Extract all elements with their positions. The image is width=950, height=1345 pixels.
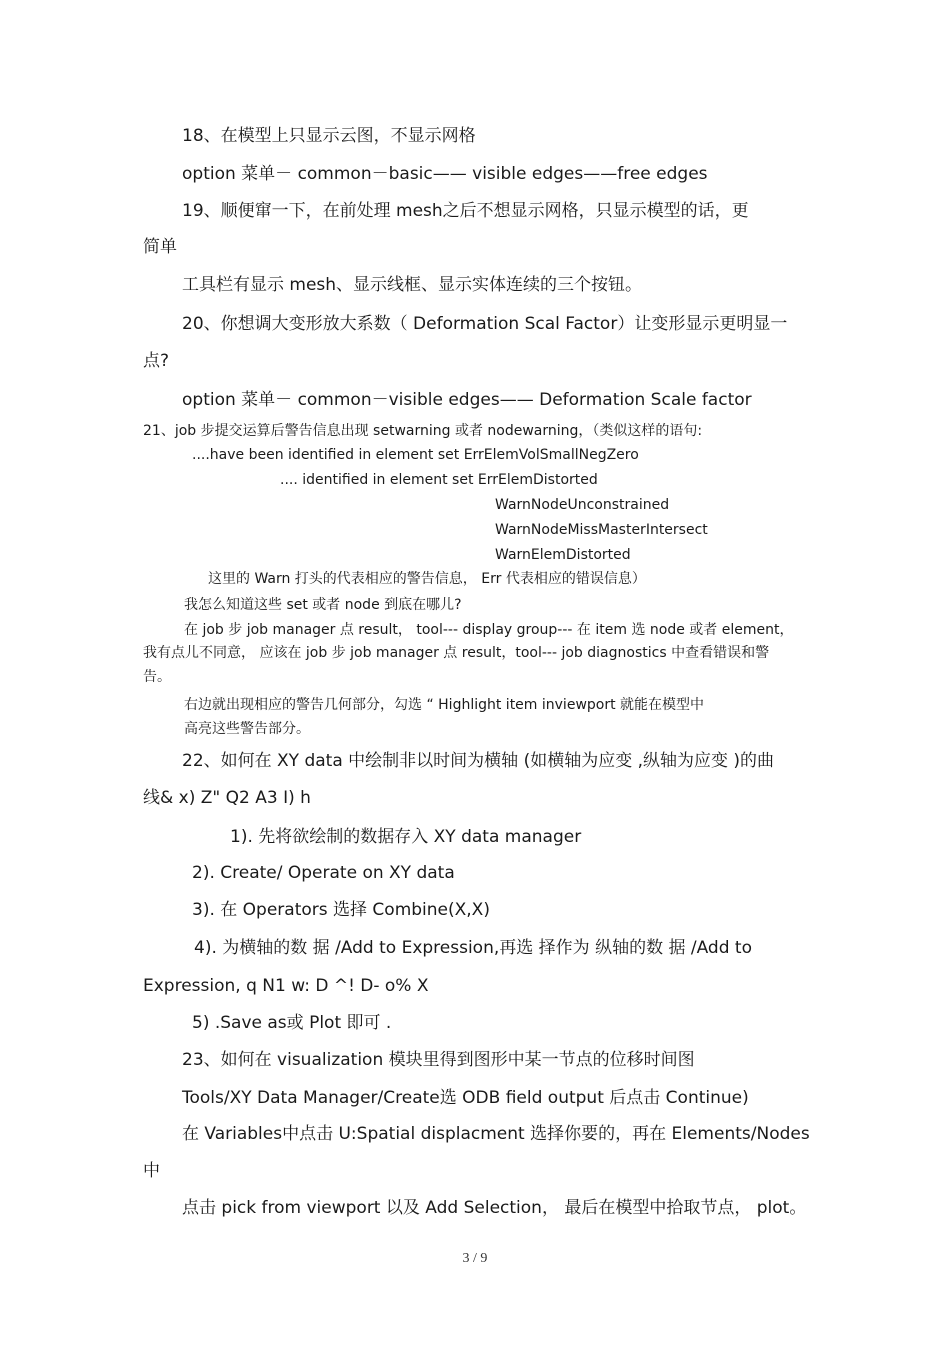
text-line: .... identified in element set ErrElemDistorted <box>280 472 598 488</box>
text-line: 线& x) Z" Q2 A3 I) h <box>143 788 311 808</box>
text-line: WarnElemDistorted <box>495 547 631 563</box>
text-line: 高亮这些警告部分。 <box>184 721 310 737</box>
text-line: 4). 为横轴的数 据 /Add to Expression,再选 择作为 纵轴的数 据 /Add to <box>194 938 752 958</box>
text-line: 3). 在 Operators 选择 Combine(X,X) <box>192 900 490 920</box>
text-line: 我有点儿不同意， 应该在 job 步 job manager 点 result，tool--- job diagnostics 中查看错误和警 <box>143 645 770 661</box>
text-line: 在 Variables中点击 U:Spatial displacment 选择你要的，再在 Elements/Nodes <box>182 1124 810 1144</box>
text-line: 工具栏有显示 mesh、显示线框、显示实体连续的三个按钮。 <box>182 275 643 295</box>
text-line: 在 job 步 job manager 点 result， tool--- display group--- 在 item 选 node 或者 element， <box>184 622 794 638</box>
text-line: 点击 pick from viewport 以及 Add Selection， 最后在模型中拾取节点， plot。 <box>182 1198 807 1218</box>
text-line: Tools/XY Data Manager/Create选 ODB field output 后点击 Continue) <box>182 1088 749 1108</box>
text-line-q18-title: 18、在模型上只显示云图，不显示网格 <box>182 126 476 146</box>
text-line: WarnNodeMissMasterIntersect <box>495 522 708 538</box>
text-line: Expression, q N1 w: D ^! D- o% X <box>143 976 429 996</box>
text-line: WarnNodeUnconstrained <box>495 497 670 513</box>
text-line: 中 <box>143 1161 160 1181</box>
text-line-q22-title: 22、如何在 XY data 中绘制非以时间为横轴 (如横轴为应变 ,纵轴为应变 )的曲 <box>182 751 775 771</box>
text-line: 右边就出现相应的警告几何部分，勾选 “ Highlight item inviewport 就能在模型中 <box>184 697 705 713</box>
text-line: ....have been identified in element set ErrElemVolSmallNegZero <box>192 447 639 463</box>
text-line: option 菜单－ common－visible edges—— Deformation Scale factor <box>182 390 752 410</box>
text-line: 5) .Save as或 Plot 即可 . <box>192 1013 392 1033</box>
text-line: 告。 <box>143 669 171 685</box>
text-line: 点? <box>143 351 170 371</box>
text-line-q23-title: 23、如何在 visualization 模块里得到图形中某一节点的位移时间图 <box>182 1050 695 1070</box>
text-line-q19-title: 19、顺便窜一下，在前处理 mesh之后不想显示网格，只显示模型的话，更 <box>182 201 749 221</box>
text-line: 这里的 Warn 打头的代表相应的警告信息， Err 代表相应的错误信息） <box>208 571 646 587</box>
page-number: 3 / 9 <box>462 1251 488 1266</box>
text-line: option 菜单－ common－basic—— visible edges——free edges <box>182 164 708 184</box>
text-line: 简单 <box>143 237 177 257</box>
text-line: 2). Create/ Operate on XY data <box>192 863 455 883</box>
text-line-q21-title: 21、job 步提交运算后警告信息出现 setwarning 或者 nodewarning，（类似这样的语句: <box>143 423 703 439</box>
text-line: 我怎么知道这些 set 或者 node 到底在哪儿? <box>184 597 462 613</box>
text-line: 1). 先将欲绘制的数据存入 XY data manager <box>230 827 582 847</box>
text-line-q20-title: 20、你想调大变形放大系数（ Deformation Scal Factor）让变形显示更明显一 <box>182 314 788 334</box>
